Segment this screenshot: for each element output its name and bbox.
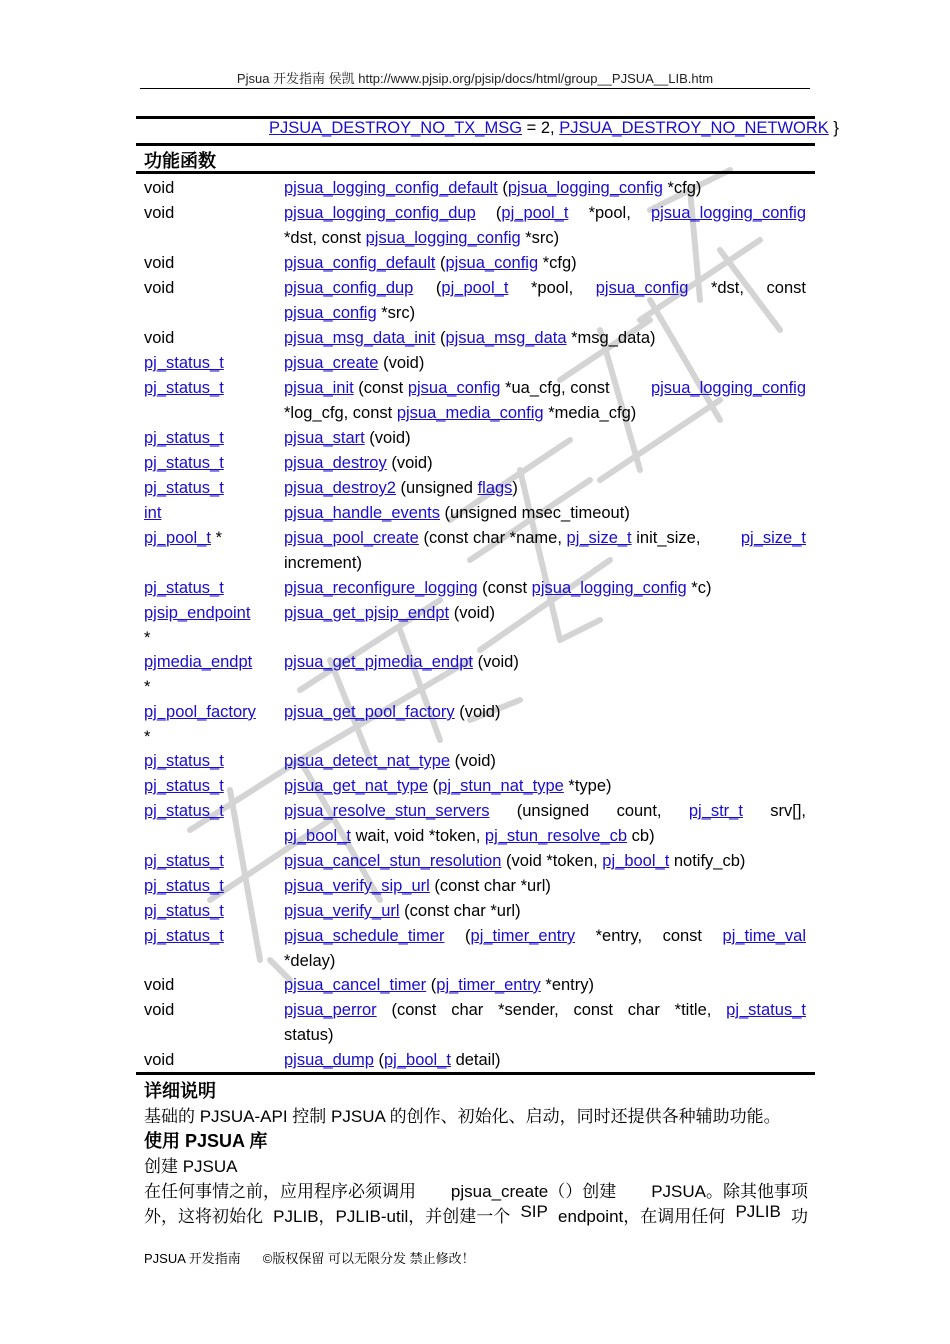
type-link[interactable]: pj_bool_t bbox=[602, 852, 670, 870]
function-link[interactable]: pjsua_dump bbox=[284, 1051, 374, 1069]
return-type-link[interactable]: pj_status_t bbox=[144, 852, 224, 870]
row-function: pjsua_reconfigure_logging (const pjsua_logging_config *c) bbox=[284, 579, 712, 597]
row-function: pjsua_verify_url (const char *url) bbox=[284, 902, 521, 920]
return-type-link[interactable]: int bbox=[144, 504, 162, 522]
function-link[interactable]: pjsua_detect_nat_type bbox=[284, 752, 451, 770]
type-link[interactable]: pjsua_config bbox=[445, 254, 539, 272]
row-return-type bbox=[144, 501, 161, 526]
section-detail-title: 详细说明 bbox=[144, 1081, 216, 1101]
type-link[interactable]: pjsua_config bbox=[407, 379, 501, 397]
type-link[interactable]: pjsua_media_config bbox=[396, 404, 544, 422]
function-link[interactable]: pjsua_reconfigure_logging bbox=[284, 579, 478, 597]
function-link[interactable]: pjsua_start bbox=[284, 429, 365, 447]
body-line-2: 外，这将初始化 PJLIB，PJLIB-util，并创建一个 SIP endpoint，在调用任何 PJLIB 功 bbox=[144, 1202, 808, 1226]
row-function: pjsua_cancel_stun_resolution (void *token, pj_bool_t notify_cb) bbox=[284, 852, 746, 870]
row-function: pjsua_pool_create (const char *name, pj_size_t init_size, pj_size_t increment) bbox=[284, 526, 806, 576]
row-return-type: void bbox=[144, 279, 175, 297]
body-line-1: 在任何事情之前，应用程序必须调用 pjsua_create（）创建 PJSUA。除其他事项 bbox=[144, 1182, 808, 1201]
row-function: pjsua_create (void) bbox=[284, 354, 425, 372]
row-return-type bbox=[144, 749, 224, 774]
type-link[interactable]: pjsua_config bbox=[595, 279, 689, 297]
type-link[interactable]: pj_bool_t bbox=[384, 1051, 451, 1069]
row-return-type bbox=[144, 899, 224, 924]
section-rule bbox=[136, 143, 815, 146]
row-return-type bbox=[144, 924, 224, 949]
function-link[interactable]: pjsua_resolve_stun_servers bbox=[284, 802, 490, 820]
function-link[interactable]: pjsua_get_nat_type bbox=[284, 777, 429, 795]
type-link[interactable]: pj_time_val bbox=[722, 927, 806, 945]
type-link[interactable]: pjsua_logging_config bbox=[650, 379, 806, 397]
function-link[interactable]: pjsua_init bbox=[284, 379, 354, 397]
enum-link-destroy-no-network[interactable]: PJSUA_DESTROY_NO_NETWORK bbox=[559, 119, 829, 137]
return-type-link[interactable]: pj_status_t bbox=[144, 354, 224, 372]
row-function: pjsua_dump (pj_bool_t detail) bbox=[284, 1051, 501, 1069]
type-link[interactable]: pj_pool_t bbox=[441, 279, 509, 297]
return-type-link[interactable]: pj_status_t bbox=[144, 802, 224, 820]
function-link[interactable]: pjsua_config_default bbox=[284, 254, 436, 272]
return-type-link[interactable]: pj_status_t bbox=[144, 454, 224, 472]
return-type-link[interactable]: pj_pool_factory bbox=[144, 703, 256, 721]
enum-tail: PJSUA_DESTROY_NO_TX_MSG = 2, PJSUA_DESTROY_NO_NETWORK } bbox=[269, 119, 839, 137]
function-link[interactable]: pjsua_get_pjsip_endpt bbox=[284, 604, 450, 622]
function-link[interactable]: pjsua_cancel_timer bbox=[284, 976, 427, 994]
type-link[interactable]: pj_timer_entry bbox=[470, 927, 576, 945]
return-type-link[interactable]: pj_status_t bbox=[144, 579, 224, 597]
row-return-type bbox=[144, 849, 224, 874]
row-return-type: void bbox=[144, 1001, 175, 1019]
functions-top-rule bbox=[136, 171, 815, 174]
row-function: pjsua_resolve_stun_servers (unsigned count, pj_str_t srv[], pj_bool_t wait, void *token, pj_stun_resolve_cb cb) bbox=[284, 799, 806, 849]
row-return-type bbox=[144, 426, 224, 451]
row-return-type: pjmedia_endpt * bbox=[144, 650, 252, 700]
header-divider bbox=[140, 88, 810, 89]
row-return-type: void bbox=[144, 976, 175, 994]
detail-paragraph: 基础的 PJSUA-API 控制 PJSUA 的创作、初始化、启动，同时还提供各种辅助功能。 bbox=[144, 1107, 781, 1126]
footer-left: PJSUA 开发指南 bbox=[144, 1251, 241, 1266]
row-function: pjsua_schedule_timer (pj_timer_entry *entry, const pj_time_val *delay) bbox=[284, 924, 806, 974]
return-type-link[interactable]: pj_status_t bbox=[144, 429, 224, 447]
function-link[interactable]: pjsua_logging_config_dup bbox=[284, 204, 476, 222]
row-function: pjsua_destroy2 (unsigned flags) bbox=[284, 479, 518, 497]
row-return-type: void bbox=[144, 1051, 175, 1069]
section-functions-title: 功能函数 bbox=[144, 151, 216, 171]
function-link[interactable]: pjsua_config_dup bbox=[284, 279, 414, 297]
type-link[interactable]: pjsua_msg_data bbox=[445, 329, 567, 347]
row-function: pjsua_get_pjsip_endpt (void) bbox=[284, 604, 495, 622]
row-return-type: pjsip_endpoint * bbox=[144, 601, 250, 651]
row-function: pjsua_handle_events (unsigned msec_timeout) bbox=[284, 504, 630, 522]
type-link[interactable]: pj_size_t bbox=[566, 529, 632, 547]
return-type-link[interactable]: pj_status_t bbox=[144, 777, 224, 795]
function-link[interactable]: pjsua_verify_sip_url bbox=[284, 877, 430, 895]
return-type-link[interactable]: pj_status_t bbox=[144, 902, 224, 920]
return-type-link[interactable]: pj_status_t bbox=[144, 752, 224, 770]
row-return-type: pj_pool_t * bbox=[144, 529, 222, 547]
row-return-type bbox=[144, 774, 224, 799]
return-type-link[interactable]: pj_status_t bbox=[144, 479, 224, 497]
row-return-type bbox=[144, 576, 224, 601]
function-link[interactable]: pjsua_cancel_stun_resolution bbox=[284, 852, 502, 870]
row-function: pjsua_get_nat_type (pj_stun_nat_type *type) bbox=[284, 777, 612, 795]
row-function: pjsua_msg_data_init (pjsua_msg_data *msg_data) bbox=[284, 329, 656, 347]
row-function: pjsua_config_dup (pj_pool_t *pool, pjsua_config *dst, const pjsua_config *src) bbox=[284, 276, 806, 326]
return-type-link[interactable]: pjmedia_endpt bbox=[144, 653, 253, 671]
enum-link-destroy-no-tx-msg[interactable]: PJSUA_DESTROY_NO_TX_MSG bbox=[269, 119, 523, 137]
row-function: pjsua_start (void) bbox=[284, 429, 411, 447]
section-using-title: 使用 PJSUA 库 bbox=[144, 1131, 268, 1151]
function-link[interactable]: pjsua_get_pjmedia_endpt bbox=[284, 653, 473, 671]
type-link[interactable]: pj_size_t bbox=[740, 529, 806, 547]
row-return-type: void bbox=[144, 179, 175, 197]
row-return-type: pj_pool_factory * bbox=[144, 700, 256, 750]
row-function: pjsua_detect_nat_type (void) bbox=[284, 752, 496, 770]
function-link[interactable]: pjsua_get_pool_factory bbox=[284, 703, 455, 721]
function-link[interactable]: pjsua_pool_create bbox=[284, 529, 419, 547]
row-return-type: void bbox=[144, 254, 175, 272]
row-return-type: void bbox=[144, 204, 175, 222]
row-function: pjsua_destroy (void) bbox=[284, 454, 433, 472]
type-link[interactable]: flags bbox=[477, 479, 513, 497]
type-link[interactable]: pjsua_logging_config bbox=[650, 204, 806, 222]
row-return-type: void bbox=[144, 329, 175, 347]
page-footer bbox=[144, 1248, 497, 1267]
page-header: Pjsua 开发指南 侯凯 http://www.pjsip.org/pjsip/docs/html/group__PJSUA__LIB.htm bbox=[236, 71, 714, 86]
functions-bottom-rule bbox=[136, 1072, 815, 1075]
row-function: pjsua_init (const pjsua_config *ua_cfg, const pjsua_logging_config *log_cfg, const pjsua_media_config *media_cfg) bbox=[284, 376, 806, 426]
function-link[interactable]: pjsua_destroy2 bbox=[284, 479, 396, 497]
row-return-type bbox=[144, 874, 224, 899]
function-link[interactable]: pjsua_msg_data_init bbox=[284, 329, 436, 347]
type-link[interactable]: pj_str_t bbox=[688, 802, 743, 820]
type-link[interactable]: pjsua_config bbox=[284, 304, 377, 322]
row-function: pjsua_perror (const char *sender, const char *title, pj_status_t status) bbox=[284, 998, 806, 1048]
type-link[interactable]: pj_pool_t bbox=[501, 204, 569, 222]
return-type-link[interactable]: pjsip_endpoint bbox=[144, 604, 251, 622]
footer-right: ©版权保留 可以无限分发 禁止修改！ bbox=[262, 1251, 475, 1266]
row-return-type bbox=[144, 476, 224, 501]
return-type-link[interactable]: pj_status_t bbox=[144, 927, 224, 945]
type-link[interactable]: pjsua_logging_config bbox=[531, 579, 687, 597]
type-link[interactable]: pj_bool_t bbox=[284, 827, 351, 845]
function-link[interactable]: pjsua_perror bbox=[284, 1001, 377, 1019]
row-return-type bbox=[144, 376, 224, 401]
function-link[interactable]: pjsua_verify_url bbox=[284, 902, 400, 920]
return-type-link[interactable]: pj_pool_t bbox=[144, 529, 211, 547]
function-link[interactable]: pjsua_create bbox=[284, 354, 379, 372]
function-link[interactable]: pjsua_handle_events bbox=[284, 504, 440, 522]
row-function: pjsua_get_pool_factory (void) bbox=[284, 703, 501, 721]
return-type-link[interactable]: pj_status_t bbox=[144, 379, 224, 397]
row-function: pjsua_logging_config_default (pjsua_logging_config *cfg) bbox=[284, 179, 702, 197]
type-link[interactable]: pjsua_logging_config bbox=[507, 179, 663, 197]
function-link[interactable]: pjsua_destroy bbox=[284, 454, 387, 472]
row-return-type bbox=[144, 799, 224, 824]
type-link[interactable]: pj_timer_entry bbox=[436, 976, 541, 994]
row-function: pjsua_logging_config_dup (pj_pool_t *pool, pjsua_logging_config *dst, const pjsua_logging_config *src) bbox=[284, 201, 806, 251]
row-function: pjsua_get_pjmedia_endpt (void) bbox=[284, 653, 519, 671]
row-function: pjsua_verify_sip_url (const char *url) bbox=[284, 877, 551, 895]
type-link[interactable]: pjsua_logging_config bbox=[365, 229, 521, 247]
type-link[interactable]: pj_stun_resolve_cb bbox=[484, 827, 628, 845]
row-return-type bbox=[144, 351, 224, 376]
function-link[interactable]: pjsua_logging_config_default bbox=[284, 179, 498, 197]
type-link[interactable]: pj_status_t bbox=[726, 1001, 806, 1019]
row-function: pjsua_cancel_timer (pj_timer_entry *entry) bbox=[284, 976, 594, 994]
return-type-link[interactable]: pj_status_t bbox=[144, 877, 224, 895]
row-function: pjsua_config_default (pjsua_config *cfg) bbox=[284, 254, 577, 272]
row-return-type bbox=[144, 451, 224, 476]
function-link[interactable]: pjsua_schedule_timer bbox=[284, 927, 445, 945]
create-heading: 创建 PJSUA bbox=[144, 1157, 238, 1176]
type-link[interactable]: pj_stun_nat_type bbox=[438, 777, 564, 795]
